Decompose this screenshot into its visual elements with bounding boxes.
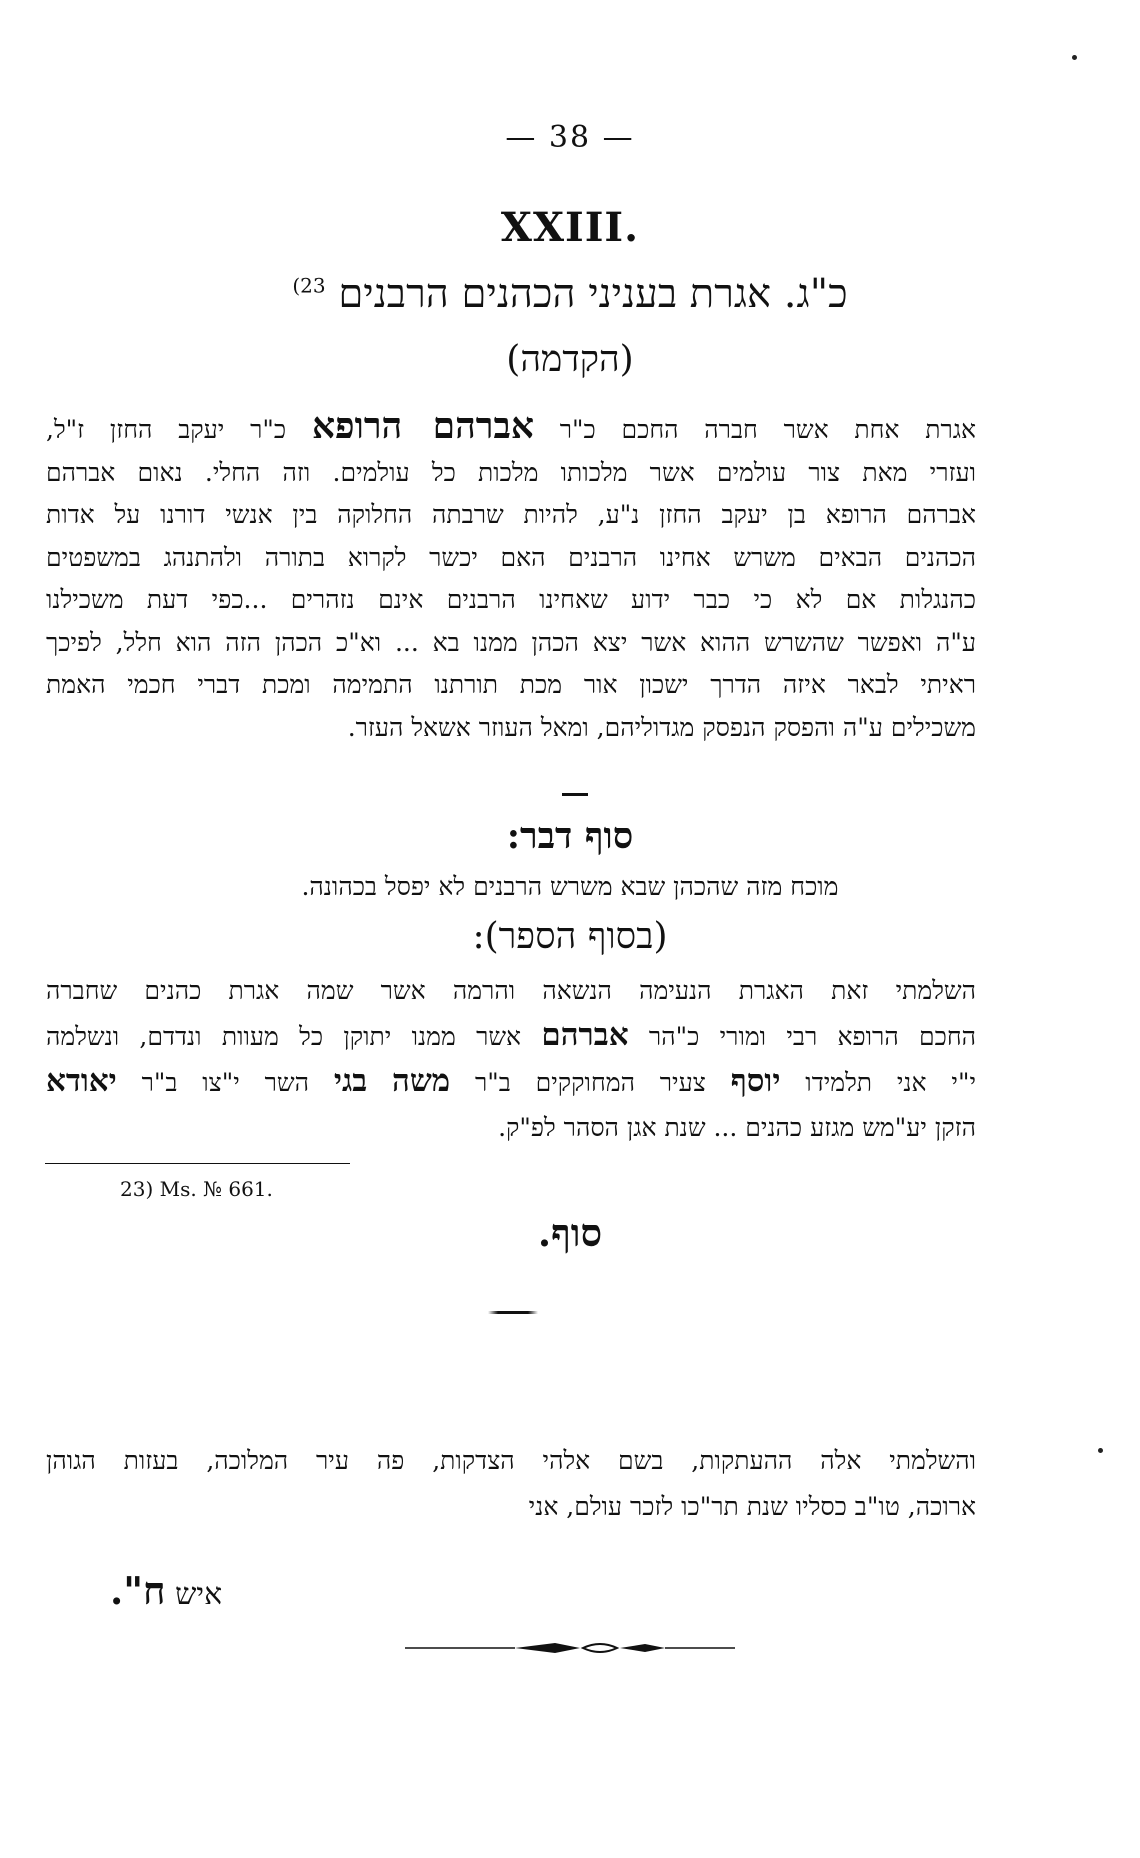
intro-line: הכהנים הבאים משרש אחינו הרבנים האם יכשר לקרוא בתורה ולהתנהג במשפטים: [46, 542, 976, 572]
end-line: י"י אני תלמידו יוסף צעיר המחוקקים ב"ר משה בגי השר י"צו ב"ר יאודא: [46, 1063, 976, 1099]
print-speck: [1098, 1448, 1103, 1453]
chapter-footnote-ref: 23): [292, 273, 326, 298]
page-number: — 38 —: [505, 120, 635, 155]
colophon-paragraph: [46, 1438, 976, 1530]
intro-line: ועזרי מאת צור עולמים אשר מלכותו מלכות כל עולמים. וזה החלי. נאום אברהם: [46, 457, 976, 487]
chapter-title-text: כ"ג. אגרת בעניני הכהנים הרבנים: [338, 271, 848, 317]
intro-line: משכילים ע"ה והפסק הנפסק מגדוליהם, ומאל העוזר אשאל העזר.: [347, 712, 976, 742]
signature-initials: ח".: [110, 1568, 166, 1613]
end-ornament: [405, 1640, 735, 1656]
colophon-line: ארוכה, טו"ב כסליו שנת תר"כו לזכר עולם, אני: [528, 1492, 976, 1521]
footnote-rule: [45, 1163, 350, 1164]
small-ornament: [488, 1311, 538, 1314]
print-speck: [1072, 55, 1077, 60]
end-paragraph: [46, 968, 976, 1150]
intro-line: אגרת אחת אשר חברה החכם כ"ר אברהם הרופא כ"ר יעקב החזן ז"ל,: [46, 405, 976, 447]
end-line: הזקן יע"מש מגזע כהנים ... שנת אגן הסהר לפ"ק.: [498, 1113, 976, 1142]
section-divider: [562, 793, 588, 796]
sof-davar-heading: סוף דבר:: [506, 815, 634, 857]
sof-word: סוף.: [537, 1210, 603, 1255]
end-line: השלמתי זאת האגרת הנעימה הנשאה והרמה אשר שמה אגרת כהנים שחברה: [46, 976, 976, 1005]
signature-prefix: איש: [175, 1577, 223, 1612]
chapter-title: [0, 270, 1140, 317]
intro-heading: (הקדמה): [506, 339, 634, 380]
intro-line: ראיתי לבאר איזה הדרך ישכון אור מכת תורתנו התמימה ומכת דברי חכמי האמת: [46, 670, 976, 699]
intro-paragraph: [46, 405, 976, 749]
sof-davar-text: מוכח מזה שהכהן שבא משרש הרבנים לא יפסל בכהונה.: [301, 872, 839, 901]
footnote: 23) Ms. № 661.: [120, 1177, 273, 1201]
colophon-line: והשלמתי אלה ההעתקות, בשם אלהי הצדקות, פה עיר המלוכה, בעזות הגוהן: [46, 1446, 976, 1475]
intro-line: אברהם הרופא בן יעקב החזן נ"ע, להיות שרבתה החלוקה בין אנשי דורנו על אדות: [46, 500, 976, 529]
intro-line: ע"ה ואפשר שהשרש ההוא אשר יצא הכהן ממנו בא ... וא"כ הכהן הזה הוא חלל, לפיכך: [46, 627, 976, 657]
signature: [110, 1568, 222, 1614]
end-of-book-heading: (בסוף הספר):: [472, 916, 668, 957]
section-roman-numeral: XXIII.: [500, 204, 640, 251]
end-line: החכם הרופא רבי ומורי כ"הר אברהם אשר ממנו יתוקן כל מעוות ונדדם, ונשלמה: [46, 1017, 976, 1053]
intro-line: כהנגלות אם לא כי כבר ידוע שאחינו הרבנים אינם נזהרים ...כפי דעת משכילנו: [46, 585, 976, 614]
